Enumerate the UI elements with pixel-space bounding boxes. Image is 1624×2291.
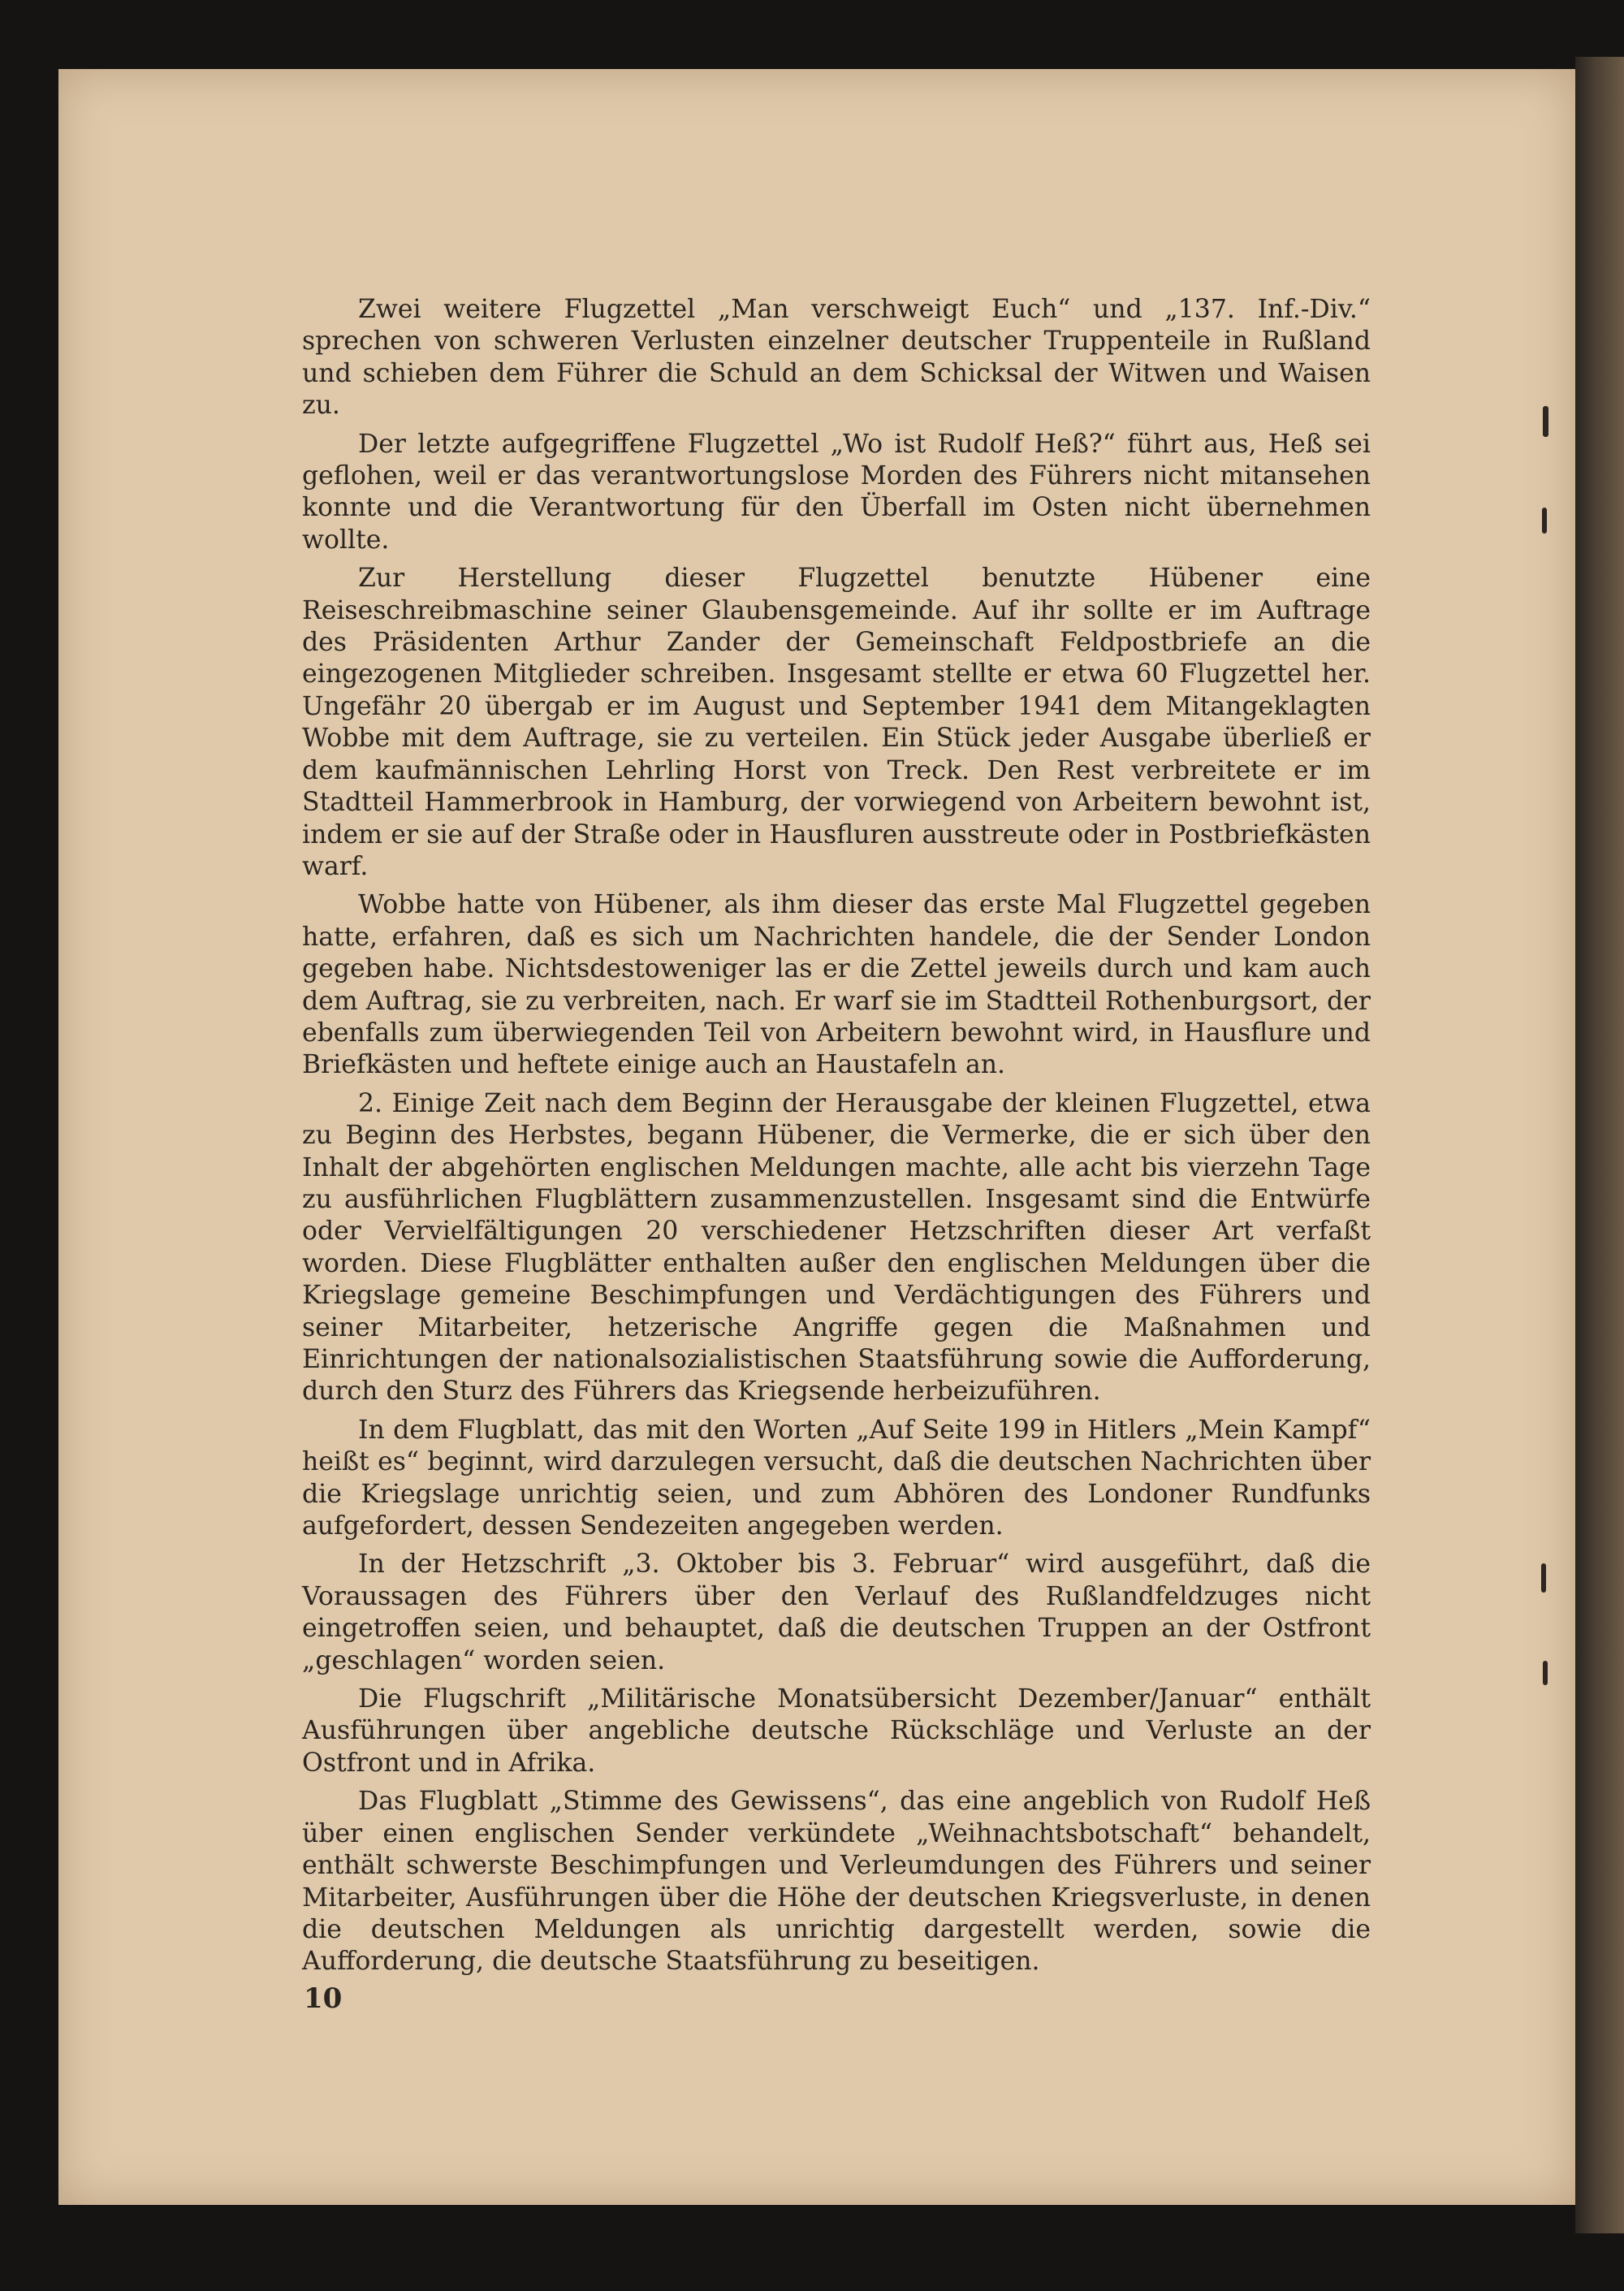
paragraph: Der letzte aufgegriffene Flugzettel „Wo ist Rudolf Heß?“ führt aus, Heß sei geflohen, weil er das verantwortungslose Morden des Führers nicht mitansehen konnte und die Verantwortung für den Überfall im Osten nicht übernehmen wollte. [302, 429, 1371, 555]
paragraph: In dem Flugblatt, das mit den Worten „Auf Seite 199 in Hitlers „Mein Kampf“ heißt es“ beginnt, wird darzulegen versucht, daß die deutschen Nachrichten über die Kriegslage unrichtig seien, und zum Abhören des Londoner Rundfunks aufgefordert, dessen Sendezeiten angegeben werden. [302, 1415, 1371, 1541]
paragraph: 2. Einige Zeit nach dem Beginn der Herausgabe der kleinen Flugzettel, etwa zu Beginn des Herbstes, begann Hübener, die Vermerke, die er sich über den Inhalt der abgehörten englischen Meldungen machte, alle acht bis vierzehn Tage zu ausführlichen Flugblättern zusammenzustellen. Insgesamt sind die Entwürfe oder Vervielfältigungen 20 verschiedener Hetzschriften dieser Art verfaßt worden. Diese Flugblätter enthalten außer den englischen Meldungen über die Kriegslage gemeine Beschimpfungen und Verdächtigungen des Führers und seiner Mitarbeiter, hetzerische Angriffe gegen die Maßnahmen und Einrichtungen der nationalsozialistischen Staatsführung sowie die Aufforderung, durch den Sturz des Führers das Kriegsende herbeizuführen. [302, 1088, 1371, 1407]
adjacent-page-edge [1575, 57, 1624, 2233]
margin-mark [1542, 508, 1547, 534]
page-number: 10 [304, 1982, 343, 2015]
paragraph: Zur Herstellung dieser Flugzettel benutzte Hübener eine Reiseschreibmaschine seiner Glaubensgemeinde. Auf ihr sollte er im Auftrage des Präsidenten Arthur Zander der Gemeinschaft Feldpostbriefe an die eingezogenen Mitglieder schreiben. Insgesamt stellte er etwa 60 Flugzettel her. Ungefähr 20 übergab er im August und September 1941 dem Mitangeklagten Wobbe mit dem Auftrage, sie zu verteilen. Ein Stück jeder Ausgabe überließ er dem kaufmännischen Lehrling Horst von Treck. Den Rest verbreitete er im Stadtteil Hammerbrook in Hamburg, der vorwiegend von Arbeitern bewohnt ist, indem er sie auf der Straße oder in Hausfluren ausstreute oder in Postbriefkästen warf. [302, 564, 1371, 881]
margin-mark [1543, 1661, 1548, 1685]
margin-mark [1543, 406, 1548, 437]
paragraph: Wobbe hatte von Hübener, als ihm dieser das erste Mal Flugzettel gegeben hatte, erfahren, daß es sich um Nachrichten handele, die der Sender London gegeben habe. Nichtsdestoweniger las er die Zettel jeweils durch und kam auch dem Auftrag, sie zu verbreiten, nach. Er warf sie im Stadtteil Rothenburgsort, der ebenfalls zum überwiegenden Teil von Arbeitern bewohnt wird, in Hausflure und Briefkästen und heftete einige auch an Haustafeln an. [302, 890, 1371, 1080]
paragraph: In der Hetzschrift „3. Oktober bis 3. Februar“ wird ausgeführt, daß die Voraussagen des Führers über den Verlauf des Rußlandfeldzuges nicht eingetroffen seien, und behauptet, daß die deutschen Truppen an der Ostfront „geschlagen“ worden seien. [302, 1550, 1371, 1675]
paragraph: Das Flugblatt „Stimme des Gewissens“, das eine angeblich von Rudolf Heß über einen englischen Sender verkündete „Weihnachtsbotschaft“ behandelt, enthält schwerste Beschimpfungen und Verleumdungen des Führers und seiner Mitarbeiter, Ausführungen über die Höhe der deutschen Kriegsverluste, in denen die deutschen Meldungen als unrichtig dargestellt werden, sowie die Aufforderung, die deutsche Staatsführung zu beseitigen. [302, 1787, 1371, 1977]
body-text [302, 294, 1371, 1985]
paragraph: Zwei weitere Flugzettel „Man verschweigt Euch“ und „137. Inf.-Div.“ sprechen von schweren Verlusten einzelner deutscher Truppenteile in Rußland und schieben dem Führer die Schuld an dem Schicksal der Witwen und Waisen zu. [302, 295, 1371, 421]
paragraph: Die Flugschrift „Militärische Monatsübersicht Dezember/Januar“ enthält Ausführungen über angebliche deutsche Rückschläge und Verluste an der Ostfront und in Afrika. [302, 1684, 1371, 1778]
margin-mark [1541, 1563, 1546, 1593]
